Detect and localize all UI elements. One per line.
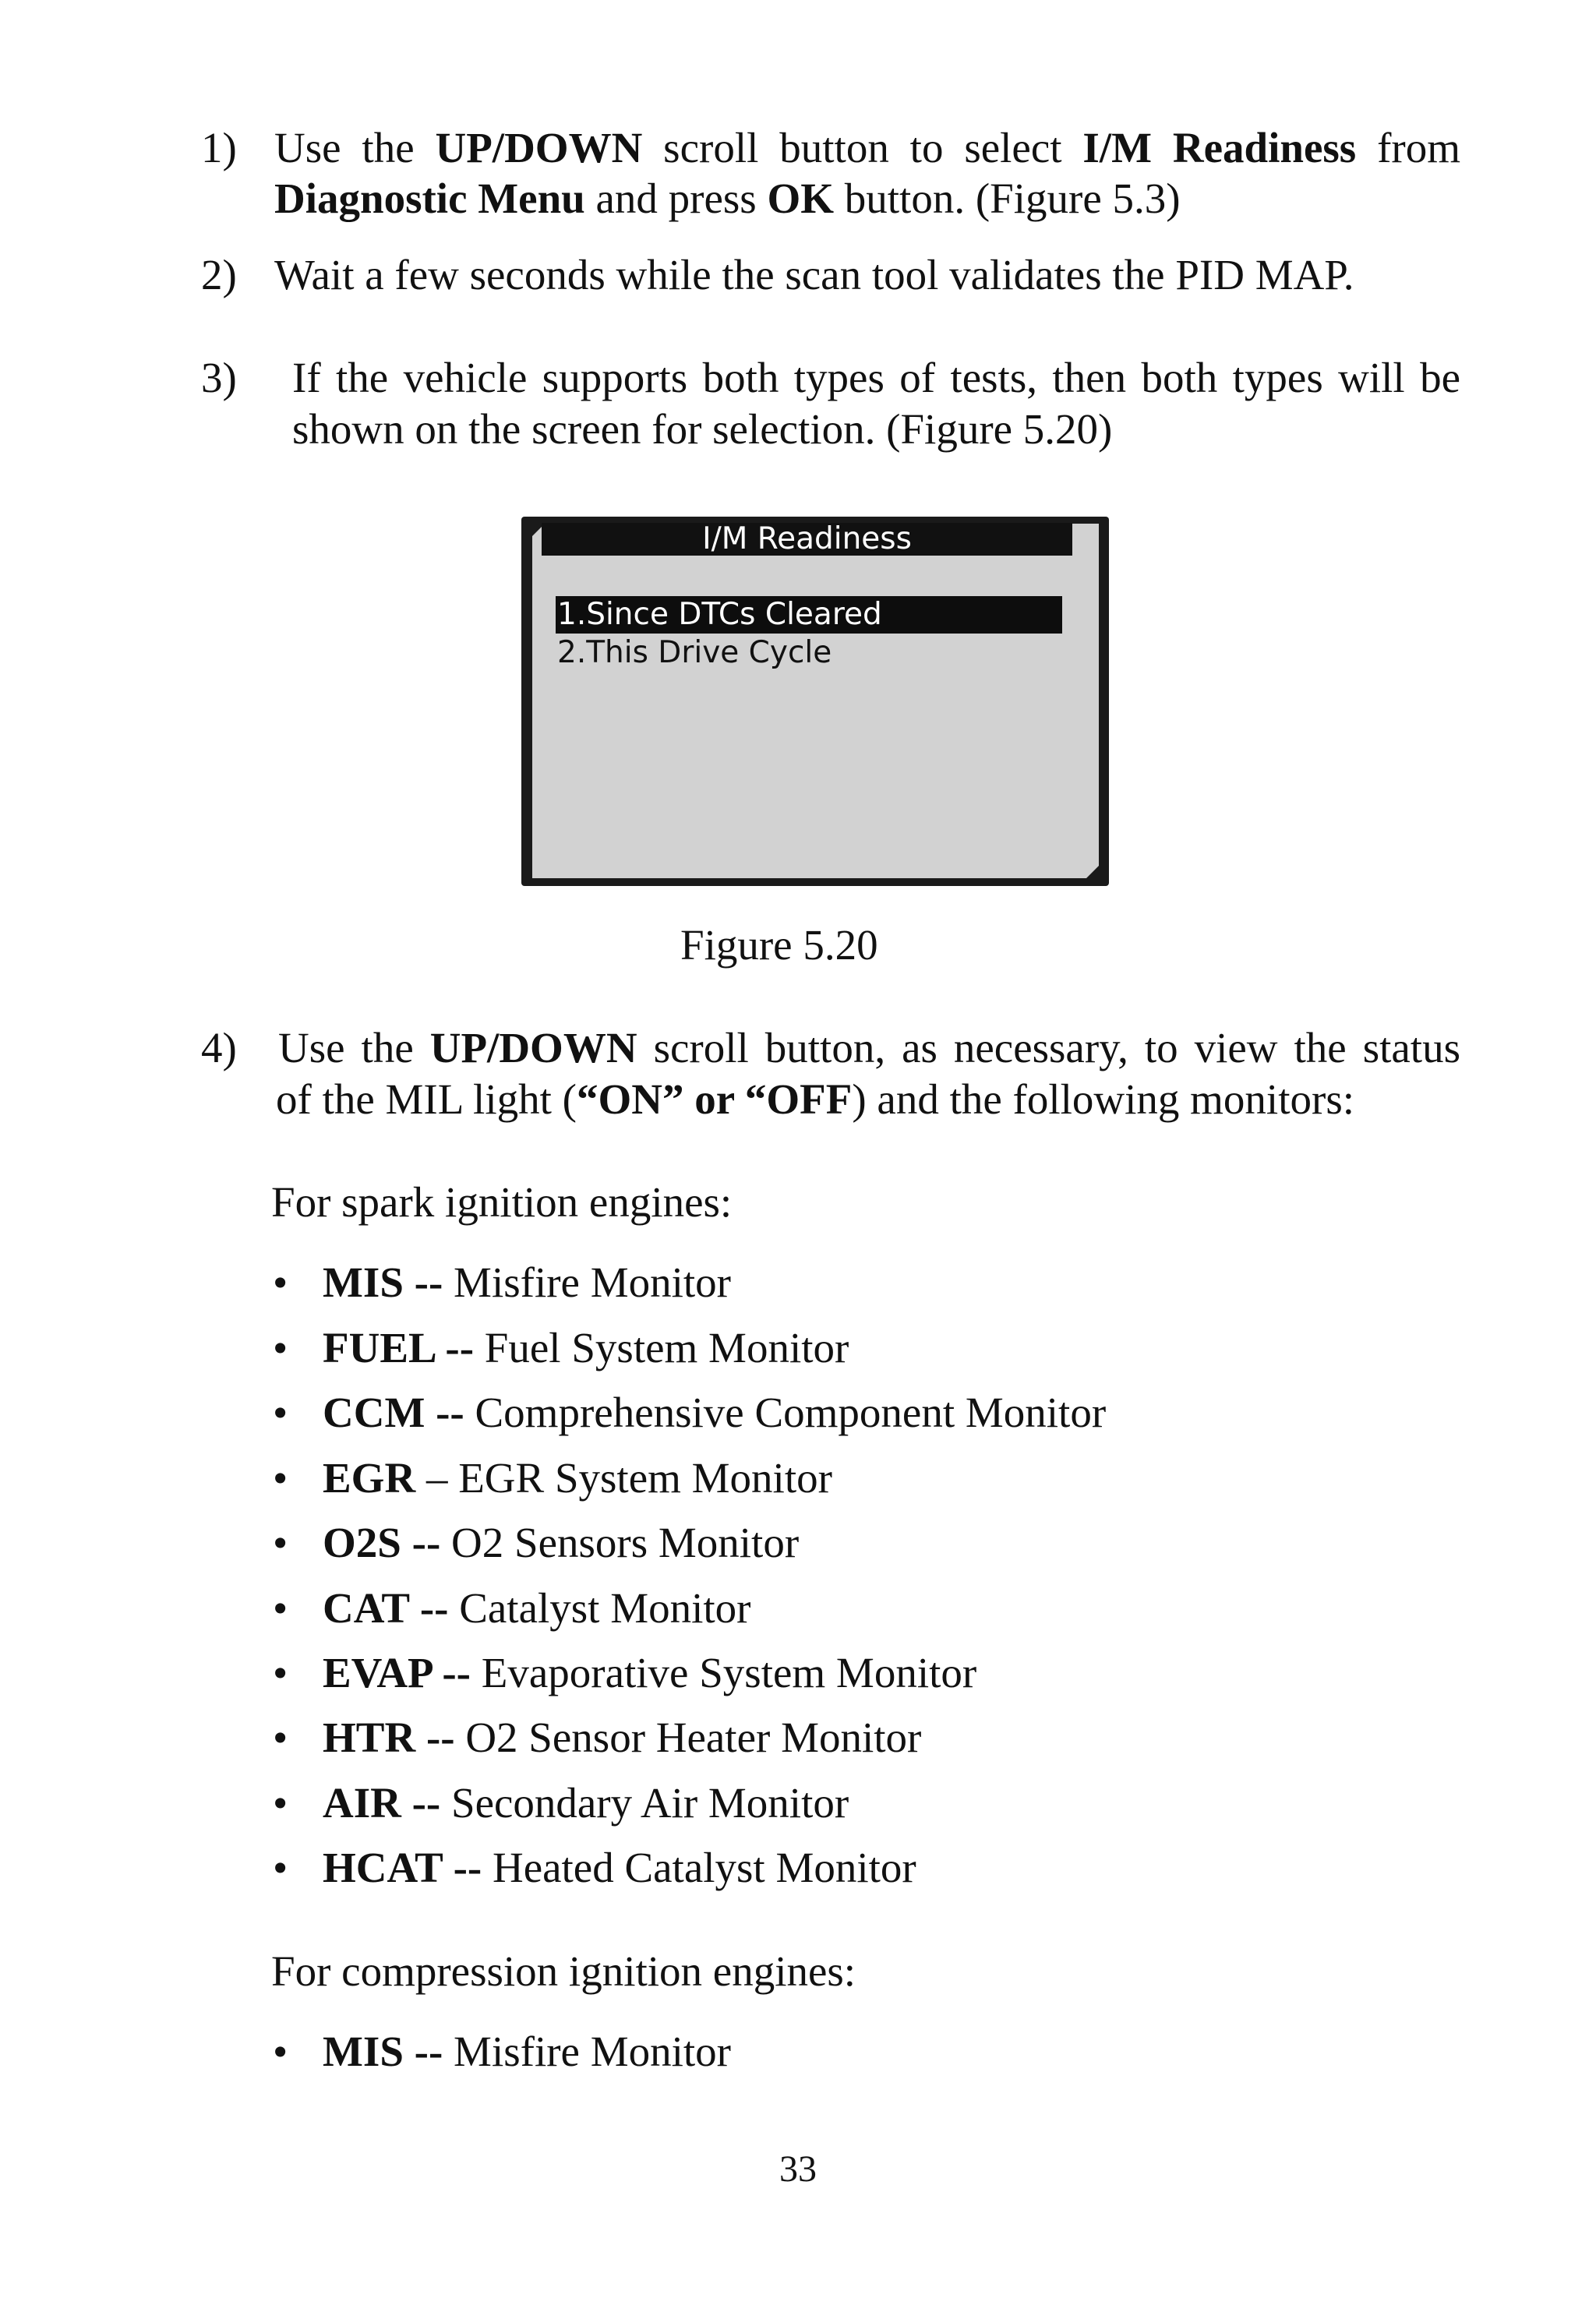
figure-caption: Figure 5.20 bbox=[680, 921, 878, 969]
screen-title: I/M Readiness bbox=[542, 523, 1072, 556]
spark-heading: For spark ignition engines: bbox=[271, 1178, 733, 1226]
step-1-line-1: Use the UP/DOWN scroll button to select I/M Readiness from bbox=[274, 124, 1460, 171]
bullet-icon: • bbox=[273, 1519, 288, 1566]
menu-item-this-drive-cycle[interactable]: 2.This Drive Cycle bbox=[557, 635, 832, 670]
diagnostic-menu-label: Diagnostic Menu bbox=[274, 175, 585, 222]
list-item: CAT -- Catalyst Monitor bbox=[323, 1584, 751, 1632]
list-item: MIS -- Misfire Monitor bbox=[323, 2028, 731, 2075]
bullet-icon: • bbox=[273, 1779, 288, 1827]
scan-tool-screen bbox=[532, 524, 1099, 878]
step-1-line-2: Diagnostic Menu and press OK button. (Figure 5.3) bbox=[274, 175, 1181, 222]
bullet-icon: • bbox=[273, 2028, 288, 2075]
list-item: HTR -- O2 Sensor Heater Monitor bbox=[323, 1714, 922, 1761]
menu-item-since-dtcs-cleared[interactable]: 1.Since DTCs Cleared bbox=[556, 596, 1062, 634]
list-item: FUEL -- Fuel System Monitor bbox=[323, 1324, 849, 1371]
list-item: EGR – EGR System Monitor bbox=[323, 1454, 832, 1502]
bullet-icon: • bbox=[273, 1584, 288, 1632]
list-item: O2S -- O2 Sensors Monitor bbox=[323, 1519, 800, 1566]
bullet-icon: • bbox=[273, 1714, 288, 1761]
bullet-icon: • bbox=[273, 1454, 288, 1502]
bullet-icon: • bbox=[273, 1389, 288, 1436]
bullet-icon: • bbox=[273, 1649, 288, 1696]
on-off-label: “ON” or “OFF bbox=[576, 1075, 853, 1123]
bullet-icon: • bbox=[273, 1844, 288, 1891]
list-item: MIS -- Misfire Monitor bbox=[323, 1258, 731, 1306]
step-1-number: 1) bbox=[201, 124, 237, 171]
step-3-line-1: If the vehicle supports both types of tests, then both types will be bbox=[292, 354, 1460, 401]
step-3-line-2: shown on the screen for selection. (Figure 5.20) bbox=[292, 405, 1113, 453]
step-3-number: 3) bbox=[201, 354, 237, 401]
im-readiness-label: I/M Readiness bbox=[1082, 124, 1357, 171]
step-4-number: 4) bbox=[201, 1024, 237, 1071]
ok-label: OK bbox=[767, 175, 835, 222]
up-down-label-2: UP/DOWN bbox=[429, 1024, 637, 1071]
step-2-number: 2) bbox=[201, 251, 237, 298]
up-down-label: UP/DOWN bbox=[435, 124, 643, 171]
compression-heading: For compression ignition engines: bbox=[271, 1947, 856, 1995]
step-4-line-2: of the MIL light (“ON” or “OFF) and the following monitors: bbox=[276, 1075, 1354, 1123]
page-number: 33 bbox=[779, 2148, 817, 2190]
step-2-text: Wait a few seconds while the scan tool validates the PID MAP. bbox=[274, 251, 1354, 298]
step-4-line-1: Use the UP/DOWN scroll button, as necessary, to view the status bbox=[278, 1024, 1460, 1071]
list-item: EVAP -- Evaporative System Monitor bbox=[323, 1649, 977, 1696]
bullet-icon: • bbox=[273, 1258, 288, 1306]
list-item: HCAT -- Heated Catalyst Monitor bbox=[323, 1844, 916, 1891]
list-item: CCM -- Comprehensive Component Monitor bbox=[323, 1389, 1107, 1436]
bullet-icon: • bbox=[273, 1324, 288, 1371]
list-item: AIR -- Secondary Air Monitor bbox=[323, 1779, 849, 1827]
